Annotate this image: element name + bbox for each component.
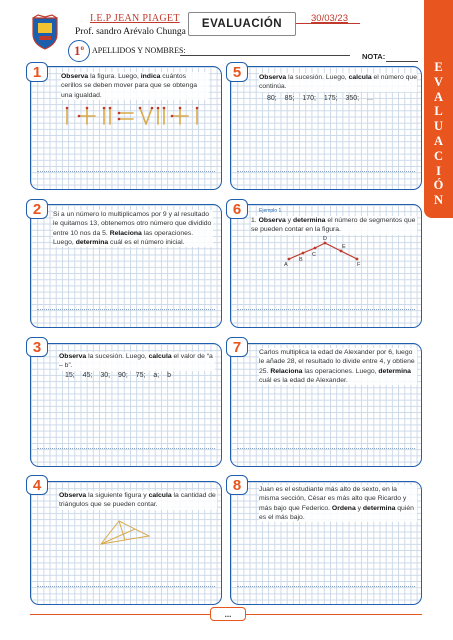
- problem-number-3: 3: [26, 337, 48, 357]
- answer-line: [37, 309, 215, 310]
- problem-1-text: Observa la figura. Luego, indica cuántos cerillos se deben mover para que se obtenga una igualdad.: [61, 72, 209, 100]
- problem-number-1: 1: [26, 62, 48, 82]
- banner-letter: C: [433, 148, 444, 163]
- problem-box-3: [30, 343, 222, 467]
- problem-6-text: 1. Observa y determina el número de segmentos que se pueden contar en la figura.: [251, 217, 416, 234]
- banner-letter: V: [433, 74, 444, 89]
- problem-3-sequence: 15; 45; 30; 90; 75; a; b: [65, 372, 172, 379]
- problem-3-text: Observa la sucesión. Luego, calcula el valor de “a – b”.: [59, 352, 215, 371]
- answer-line: [37, 171, 215, 172]
- problem-2-text: Si a un número lo multiplicamos por 9 y al resultado le quitamos 13, obtenemos otro número que dividido entre 10 nos da 5. Relaciona las operaciones. Luego, determina cuál es el número inicial.: [53, 211, 212, 246]
- problem-4-text: Observa la siguiente figura y calcula la cantidad de triángulos que se pueden contar.: [59, 492, 216, 509]
- problem-box-2: [30, 204, 222, 328]
- exam-date: 30/03/23: [311, 13, 348, 24]
- school-crest-icon: [30, 14, 60, 50]
- grade-badge: [68, 40, 90, 62]
- problem-box-5: [230, 66, 422, 190]
- grade-number: 1: [74, 43, 81, 58]
- point-label: F: [357, 262, 361, 267]
- problem-box-1: [30, 66, 222, 190]
- banner-letter: N: [433, 193, 444, 208]
- point-label: B: [299, 257, 303, 263]
- problem-number-8: 8: [226, 475, 248, 495]
- answer-line: [37, 448, 215, 449]
- banner-letter: Ó: [433, 178, 444, 193]
- grade-suffix: o: [80, 44, 84, 52]
- banner-letter: E: [434, 60, 443, 74]
- problem-box-8: [230, 481, 422, 605]
- problem-number-5: 5: [226, 62, 248, 82]
- segments-figure: [283, 235, 363, 267]
- problem-7-text: Carlos multiplica la edad de Alexander por 6, luego le añade 28, el resultado lo divide entre 4, y obtiene 25. Relaciona las operaciones. Luego, determina cuál es la edad de Alexander.: [259, 348, 417, 385]
- problem-box-6: [230, 204, 422, 328]
- banner-letter: A: [433, 89, 444, 104]
- problem-box-4: [30, 481, 222, 605]
- names-label: APELLIDOS Y NOMBRES:: [92, 46, 186, 55]
- problem-box-7: [230, 343, 422, 467]
- answer-line: [237, 448, 415, 449]
- answer-line: [237, 309, 415, 310]
- banner-letter: L: [434, 104, 443, 119]
- banner-letter: U: [433, 119, 444, 134]
- teacher-name: Prof. sandro Arévalo Chunga: [75, 27, 186, 37]
- nota-label: NOTA:: [362, 52, 386, 61]
- triangles-figure: [97, 518, 153, 548]
- banner-letter: A: [433, 133, 444, 148]
- side-banner: [424, 0, 453, 218]
- matchstick-figure: [59, 105, 209, 127]
- answer-line: [237, 171, 415, 172]
- point-label: E: [342, 244, 346, 250]
- answer-line: [37, 586, 215, 587]
- answer-line: [237, 586, 415, 587]
- page-more-button[interactable]: ...: [210, 607, 246, 621]
- problem-number-4: 4: [26, 475, 48, 495]
- problem-number-7: 7: [226, 337, 248, 357]
- point-label: A: [284, 262, 288, 267]
- problem-number-6: 6: [226, 199, 248, 219]
- problem-5-text: Observa la sucesión. Luego, calcula el número que continúa.: [259, 74, 417, 91]
- problem-number-2: 2: [26, 199, 48, 219]
- problem-5-sequence: 80; 85; 170; 175; 350; ...: [267, 95, 373, 102]
- problem-8-text: Juan es el estudiante más alto de sexto, en la misma sección, César es más alto que Ricardo y más bajo que Federico. Ordena y determina quién es el más bajo.: [259, 485, 417, 522]
- evaluation-title: EVALUACIÓN: [188, 12, 296, 36]
- problem-6-tag: Ejemplo 1: [259, 207, 281, 216]
- school-name: I.E.P JEAN PIAGET: [90, 13, 180, 24]
- banner-letter: I: [436, 163, 441, 178]
- names-field[interactable]: [180, 55, 350, 56]
- nota-field[interactable]: [386, 61, 418, 62]
- point-label: C: [312, 252, 316, 258]
- point-label: D: [323, 236, 327, 242]
